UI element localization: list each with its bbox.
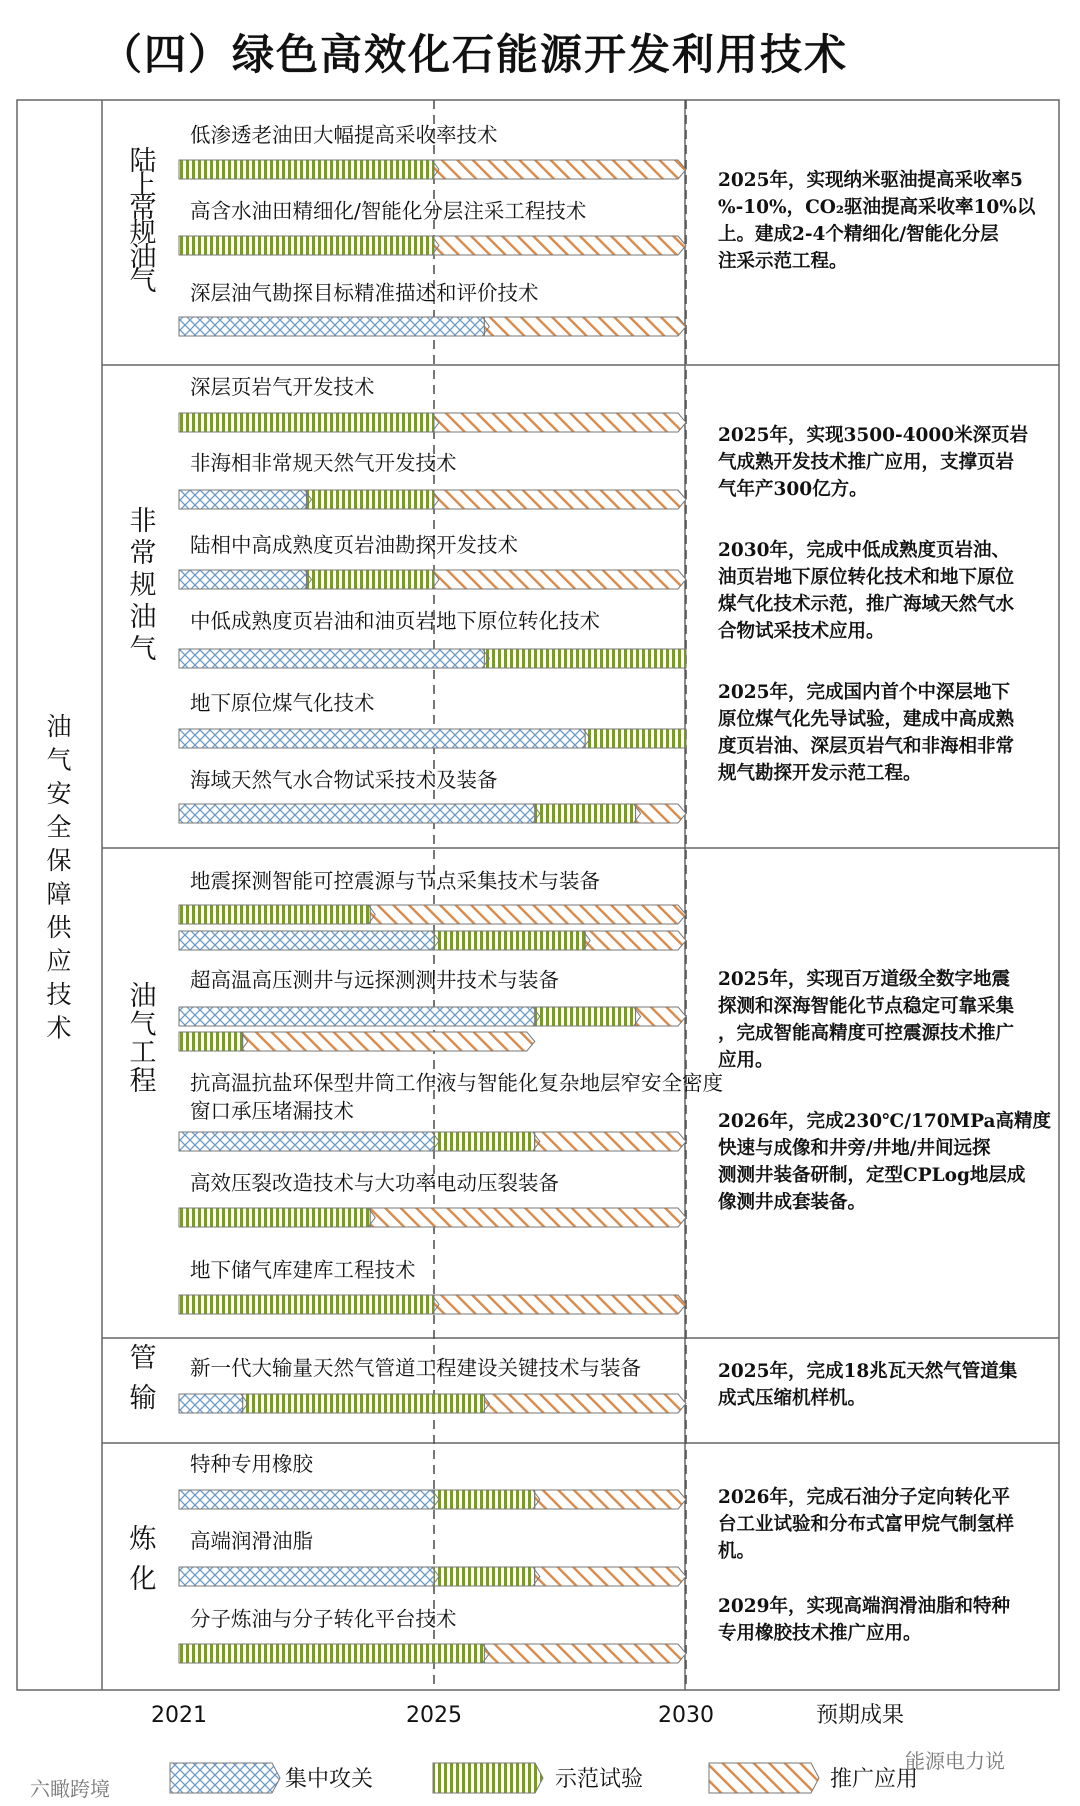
group-name-char: 工 <box>129 1037 157 1069</box>
bar-segment-attack <box>179 804 535 823</box>
result-text: 专用橡胶技术推广应用。 <box>718 1623 922 1644</box>
bar-segment-attack <box>179 1007 535 1026</box>
result-text: 2029年，实现高端润滑油脂和特种 <box>718 1596 1010 1617</box>
row-label: 深层页岩气开发技术 <box>190 375 375 399</box>
result-text: 2026年，完成石油分子定向转化平 <box>718 1487 1010 1508</box>
outer-label-char: 障 <box>46 879 72 909</box>
result-text: 油页岩地下原位转化技术和地下原位 <box>718 567 1015 588</box>
row-label: 分子炼油与分子转化平台技术 <box>190 1607 457 1631</box>
legend-swatch-attack <box>170 1763 280 1793</box>
group-name-char: 油 <box>129 981 157 1012</box>
row-label: 地下原位煤气化技术 <box>190 691 375 715</box>
x-tick-2021: 2021 <box>151 1703 207 1728</box>
outer-label-char: 保 <box>46 846 72 875</box>
result-text: 2025年，完成国内首个中深层地下 <box>718 682 1010 703</box>
legend <box>30 1749 1005 1801</box>
results-header: 预期成果 <box>815 1703 905 1728</box>
result-text: 气年产300亿方。 <box>718 479 868 500</box>
bar-segment-demo <box>179 1208 370 1227</box>
bar-segment-demo <box>179 1032 243 1051</box>
table-frame <box>17 100 1059 1690</box>
row-label: 非海相非常规天然气开发技术 <box>190 451 457 475</box>
result-text: 2030年，完成中低成熟度页岩油、 <box>718 540 1010 561</box>
bar-segment-promo <box>484 1644 686 1663</box>
group-name-char: 常 <box>129 538 157 569</box>
group-name-char: 气 <box>129 266 157 297</box>
bar-segment-demo <box>179 905 370 924</box>
row-label: 低渗透老油田大幅提高采收率技术 <box>190 123 498 147</box>
watermark-left: 六瞰跨境 <box>30 1777 110 1801</box>
bar-segment-attack <box>179 729 585 748</box>
bar-segment-demo <box>434 1567 535 1586</box>
bar-segment-promo <box>535 1567 686 1586</box>
group-name-char: 规 <box>129 218 157 249</box>
bar-segment-demo <box>307 490 435 509</box>
result-text: 规气勘探开发示范工程。 <box>718 763 922 784</box>
bar-segment-attack <box>179 317 484 336</box>
bar-segment-demo <box>243 1394 485 1413</box>
group-name-char: 规 <box>129 570 157 601</box>
group-name-char: 输 <box>129 1383 157 1414</box>
result-text: 2025年，实现纳米驱油提高采收率5 <box>718 170 1023 191</box>
x-axis <box>151 1703 904 1728</box>
group-name-char: 炼 <box>129 1524 157 1555</box>
results-layer <box>717 169 1052 1644</box>
outer-label-char: 供 <box>46 913 72 942</box>
legend-label-attack: 集中攻关 <box>285 1767 374 1792</box>
row-label: 高含水油田精细化/智能化分层注采工程技术 <box>190 199 587 223</box>
bar-segment-promo <box>434 1295 686 1314</box>
result-text: 成式压缩机样机。 <box>718 1388 867 1409</box>
outer-label-char: 安 <box>46 779 72 808</box>
result-text: 2025年，实现百万道级全数字地震 <box>718 969 1010 990</box>
result-text: 台工业试验和分布式富甲烷气制氢样 <box>718 1514 1015 1535</box>
group-name-char: 管 <box>129 1343 157 1374</box>
result-text: 度页岩油、深层页岩气和非海相非常 <box>718 736 1015 757</box>
bar-segment-promo <box>585 931 686 950</box>
row-label: 高效压裂改造技术与大功率电动压裂装备 <box>190 1171 559 1195</box>
legend-swatch-demo <box>433 1763 543 1793</box>
row-label: 抗高温抗盐环保型井筒工作液与智能化复杂地层窄安全密度 <box>190 1071 723 1095</box>
result-text: 应用。 <box>718 1050 774 1071</box>
bar-segment-demo <box>179 236 434 255</box>
group-name-char: 上 <box>129 170 157 201</box>
result-text: 机。 <box>718 1541 756 1562</box>
page-title: （四）绿色高效化石能源开发利用技术 <box>100 30 849 79</box>
bar-segment-demo <box>535 804 636 823</box>
outer-label-char: 技 <box>46 980 72 1009</box>
bar-segment-promo <box>370 1208 686 1227</box>
outer-label-char: 应 <box>46 946 72 976</box>
bar-segment-attack <box>179 1490 434 1509</box>
group-name-char: 非 <box>129 506 157 537</box>
bar-segment-demo <box>179 413 434 432</box>
bar-segment-demo <box>179 160 434 179</box>
result-text: 气成熟开发技术推广应用，支撑页岩 <box>718 452 1015 473</box>
group-name-char: 程 <box>129 1066 157 1097</box>
result-text: 注采示范工程。 <box>718 251 848 272</box>
bar-segment-demo <box>434 1132 535 1151</box>
bar-segment-promo <box>484 317 686 336</box>
group-name-char: 油 <box>129 242 157 273</box>
row-label: 中低成熟度页岩油和油页岩地下原位转化技术 <box>190 609 600 633</box>
bar-segment-attack <box>179 570 307 589</box>
outer-label-char: 气 <box>46 745 72 775</box>
result-text: 2025年，完成18兆瓦天然气管道集 <box>718 1361 1018 1382</box>
bar-segment-demo <box>434 1490 535 1509</box>
bar-segment-promo <box>484 1394 686 1413</box>
row-label: 海域天然气水合物试采技术及装备 <box>190 768 498 792</box>
outer-label-char: 术 <box>46 1013 72 1043</box>
result-text: 测测井装备研制，定型CPLog地层成 <box>718 1165 1026 1186</box>
bar-segment-promo <box>636 1007 686 1026</box>
x-tick-2030: 2030 <box>658 1703 714 1728</box>
group-name-char: 化 <box>129 1564 157 1595</box>
bar-segment-demo <box>434 931 585 950</box>
bar-segment-promo <box>434 236 686 255</box>
bar-segment-attack <box>179 931 434 950</box>
result-text: 探测和深海智能化节点稳定可靠采集 <box>718 996 1015 1017</box>
frame-outer <box>17 100 1059 1690</box>
result-text: %-10%，CO₂驱油提高采收率10%以 <box>718 197 1036 218</box>
legend-label-demo: 示范试验 <box>555 1767 644 1792</box>
result-text: 快速与成像和井旁/井地/井间远探 <box>718 1138 991 1159</box>
row-label: 地震探测智能可控震源与节点采集技术与装备 <box>190 869 600 893</box>
group-name-char: 常 <box>129 194 157 225</box>
result-text: 原位煤气化先导试验，建成中高成熟 <box>718 709 1015 730</box>
bar-segment-promo <box>636 804 686 823</box>
bar-segment-attack <box>179 649 484 668</box>
result-text: 2025年，实现3500-4000米深页岩 <box>718 425 1029 446</box>
bar-segment-attack <box>179 1567 434 1586</box>
watermark-right: 能源电力说 <box>905 1749 1005 1773</box>
bar-segment-promo <box>535 1490 686 1509</box>
bar-segment-demo <box>535 1007 636 1026</box>
row-label: 地下储气库建库工程技术 <box>190 1258 416 1282</box>
bar-segment-demo <box>179 1295 434 1314</box>
bar-segment-promo <box>535 1132 686 1151</box>
bar-segment-demo <box>179 1644 484 1663</box>
row-label: 超高温高压测井与远探测测井技术与装备 <box>190 968 559 992</box>
result-text: ，完成智能高精度可控震源技术推广 <box>718 1023 1015 1044</box>
result-text: 合物试采技术应用。 <box>718 621 885 642</box>
bar-segment-promo <box>370 905 686 924</box>
bar-segment-attack <box>179 1132 434 1151</box>
bar-segment-attack <box>179 1394 243 1413</box>
bar-segment-promo <box>434 570 686 589</box>
bar-segment-demo <box>585 729 686 748</box>
result-text: 像测井成套装备。 <box>718 1192 867 1213</box>
legend-swatch-promo <box>709 1763 819 1793</box>
result-text: 上。建成2-4个精细化/智能化分层 <box>718 224 999 245</box>
row-label: 高端润滑油脂 <box>190 1529 313 1553</box>
row-label: 窗口承压堵漏技术 <box>190 1099 354 1123</box>
group-name-char: 气 <box>129 1009 157 1041</box>
row-label: 特种专用橡胶 <box>190 1452 313 1476</box>
bar-segment-promo <box>434 413 686 432</box>
bar-segment-demo <box>484 649 686 668</box>
result-text: 2026年，完成230℃/170MPa高精度 <box>718 1111 1052 1132</box>
group-name-char: 陆 <box>129 146 157 177</box>
bar-segment-promo <box>243 1032 535 1051</box>
group-name-char: 气 <box>129 634 157 665</box>
outer-label-char: 全 <box>46 812 72 842</box>
outer-label-char: 油 <box>46 712 72 741</box>
bar-segment-promo <box>434 160 686 179</box>
row-label: 深层油气勘探目标精准描述和评价技术 <box>190 281 539 305</box>
result-text: 煤气化技术示范，推广海域天然气水 <box>718 594 1015 615</box>
x-tick-2025: 2025 <box>406 1703 462 1728</box>
bar-segment-attack <box>179 490 307 509</box>
bar-segment-demo <box>307 570 435 589</box>
row-label: 新一代大输量天然气管道工程建设关键技术与装备 <box>190 1356 641 1380</box>
row-label: 陆相中高成熟度页岩油勘探开发技术 <box>190 533 518 557</box>
bar-segment-promo <box>434 490 686 509</box>
group-name-char: 油 <box>129 602 157 633</box>
legend-label-promo: 推广应用 <box>830 1767 919 1792</box>
